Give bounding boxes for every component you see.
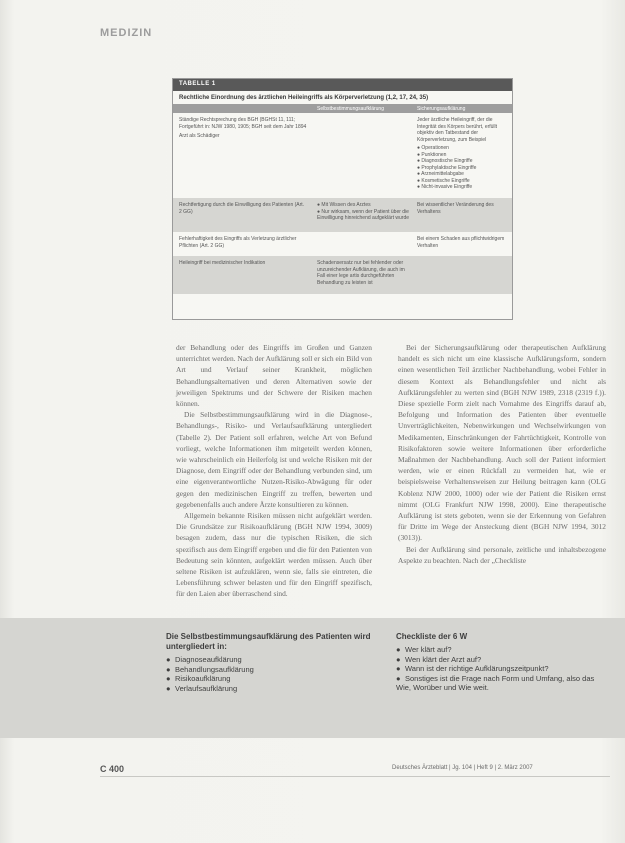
table-row (173, 113, 512, 198)
list-item: ● Diagnoseaufklärung (166, 655, 242, 664)
list-item: ● Punktionen (417, 151, 447, 158)
summary-box-left (166, 632, 376, 693)
table-cell: Schadensersatz nur bei fehlender oder unzureichender Aufklärung, die auch im Fall einer lege artis durchgeführten Behandlung zu leisten ist (317, 260, 405, 286)
table-1 (172, 78, 513, 320)
summary-list (166, 655, 376, 693)
summary-box-right (396, 632, 608, 693)
table-cell: Ständige Rechtsprechung des BGH (BGHSt 11, 111; Fortgeführt in: NJW 1980, 1905; BGH seit dem Jahr 1894 (179, 117, 307, 130)
column-header-sicherung: Sicherungsaufklärung (417, 106, 466, 112)
column-header-selbstbestimmung: Selbstbestimmungsaufklärung (317, 106, 384, 112)
list-item: ● Diagnostische Eingriffe (417, 158, 473, 164)
page-number: C 400 (100, 764, 125, 774)
list-item: ● Risikoaufklärung (166, 674, 231, 683)
list-item: ● Wann ist der richtige Aufklärungszeitpunkt? (396, 664, 549, 673)
table-row (173, 232, 512, 256)
list-item: ● Sonstiges ist die Frage nach Form und Umfang, also das Wie, Worüber und Wie weit. (396, 673, 595, 692)
list-item: ● Wer klärt auf? (396, 645, 452, 654)
paragraph: Allgemein bekannte Risiken müssen nicht aufgeklärt werden. Die Grundsätze zur Risikoaufklärung (BGH NJW 1994, 3009) besagen zudem, dass nur die typischen Risiken, die sich spezifisch aus dem Eingriff ergeben und die für den Patienten von Bedeutung sein könnten, aufgeklärt werden müssen. Auch über seltene Risiken ist aufzuklären, wenn sie, falls sie eintreten, die Lebensführung schwer belasten und für den Eingriff spezifisch, für den Laien aber überraschend sind. (176, 511, 372, 599)
list-item: ● Nicht-invasive Eingriffe (417, 184, 473, 190)
list-item: ● Verlaufsaufklärung (166, 683, 238, 693)
paragraph: der Behandlung oder des Eingriffs im Großen und Ganzen unterrichtet werden. Nach der Aufklärung soll er sich ein Bild von Art und Verlauf seiner Krankheit, möglichen Behandlungsalternativen und deren Alternativen sowie der jeweiligen Spektrums und der Schwere der Risiken machen können. (176, 343, 372, 409)
checklist (396, 645, 608, 693)
table-title: Rechtliche Einordnung des ärztlichen Heileingriffs als Körperverletzung (1,2, 17, 24, 35) (179, 95, 429, 101)
paragraph: Bei der Aufklärung sind personale, zeitliche und inhaltsbezogene Aspekte zu beachten. Nach der „Checkliste (398, 544, 606, 565)
text-column-left (176, 342, 372, 600)
table-cell: Jeder ärztliche Heileingriff, der die Integrität des Körpers berührt, erfüllt objektiv den Tatbestand der Körperverletzung, zum Beispiel (417, 117, 498, 143)
paragraph: Bei der Sicherungsaufklärung oder therapeutischen Aufklärung handelt es sich nicht um eine klassische Aufklärungsform, sondern einen wesentlichen Teil ärztlicher Nachbehandlung, wobei Fehler in diesem Kontext als Behandlungsfehler und nicht als Aufklärungsfehler zu werten sind (BGH NJW 1989, 2318 (2319 f.)). Diese spezielle Form zielt nach Vornahme des Eingriffs darauf ab, Befolgung und Information des Patienten über eventuelle Unverträglichkeiten, Nebenwirkungen und Wechselwirkungen von Medikamenten, Einschränkungen der Fahrtüchtigkeit, Kontrolle von Risikofaktoren sowie weitere Informationen über erforderliche Maßnahmen der Nachbehandlung. Auch soll der Patient informiert werden, wie er einen Rückfall zu vermeiden hat, wie er beispielsweise Verhaltensweisen zur Heilung beitragen kann (OLG Koblenz NJW 2000, 1000) oder wie der Patient die Risiken ernst nimmt (OLG Frankfurt NJW 1998, 2000). Eine therapeutische Aufklärung ist stets geboten, wenn sie der Erkennung von Gefahren für Dritte im Wege der Ansteckung dient (BGH NJW 1994, 3012 (3013)). (398, 343, 606, 543)
list-item: ● Kosmetische Eingriffe (417, 177, 470, 184)
list-item: ● Arzneimittelabgabe (417, 171, 464, 177)
table-cell (413, 256, 512, 294)
table-row (173, 198, 512, 232)
table-cell: Bei wissentlicher Veränderung des Verhaltens (417, 202, 494, 215)
list-item: ● Nur wirksam, wenn der Patient über die Einwilligung hinreichend aufgeklärt wurde (317, 208, 409, 221)
table-cell: Fehlerhaftigkeit des Eingriffs als Verletzung ärztlicher Pflichten (Art. 2 GG) (179, 236, 297, 249)
paragraph: Die Selbstbestimmungsaufklärung wird in die Diagnose-, Behandlungs-, Risiko- und Verlaufsaufklärung untergliedert (Tabelle 2). Der Patient soll erfahren, welche Art von Befund vorliegt, welche Informationen ihm mitgeteilt werden können, wie wahrscheinlich ein Heilerfolg ist und welche Risiken mit der Diagnose, dem Eingriff oder der Behandlung verbunden sind, um eine eigenverantwortliche Nutzen-Risiko-Abwägung für oder gegen den medizinischen Eingriff zu treffen, bewerten und gegebenenfalls auch andere Ärzte konsultieren zu können. (176, 410, 372, 509)
table-cell: Heileingriff bei medizinischer Indikation (179, 260, 266, 266)
journal-citation: Deutsches Ärzteblatt | Jg. 104 | Heft 9 | 2. März 2007 (392, 765, 533, 771)
table-cell: Bei einem Schaden aus pflichtwidrigem Verhalten (417, 236, 505, 249)
table-cell: Arzt als Schädiger (179, 133, 220, 139)
list-item: ● Prophylaktische Eingriffe (417, 164, 477, 171)
table-column-header (173, 104, 512, 113)
footer-divider (100, 776, 610, 777)
summary-box-title: Die Selbstbestimmungsaufklärung des Patienten wird untergliedert in: (166, 632, 371, 651)
list-item: ● Operationen (417, 145, 449, 151)
table-label: TABELLE 1 (173, 79, 512, 91)
section-label: MEDIZIN (100, 27, 153, 39)
table-row (173, 256, 512, 294)
list-item: ● Wen klärt der Arzt auf? (396, 654, 482, 664)
text-column-right (398, 342, 606, 566)
list-item: ● Mit Wissen des Arztes (317, 202, 371, 208)
table-cell-list (417, 145, 508, 191)
checklist-title: Checkliste der 6 W (396, 632, 468, 641)
list-item: ● Behandlungsaufklärung (166, 664, 254, 674)
table-cell: Rechtfertigung durch die Einwilligung des Patienten (Art. 2 GG) (179, 202, 305, 215)
